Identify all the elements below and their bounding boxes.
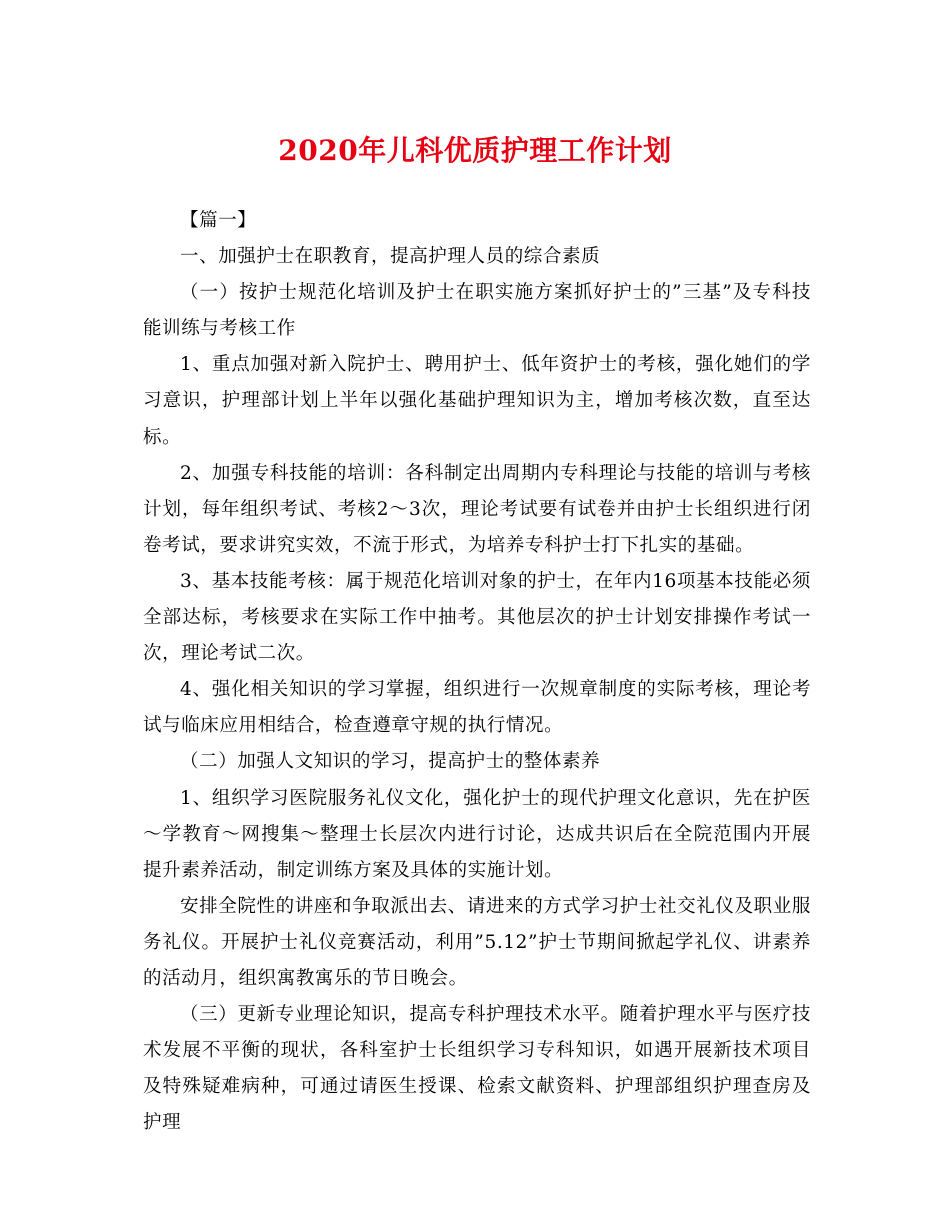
section-heading: 一、加强护士在职教育，提高护理人员的综合素质 (180, 246, 601, 268)
subsection-heading: （二）加强人文知识的学习，提高护士的整体素养 (180, 751, 601, 773)
paragraph: 2、加强专科技能的培训：各科制定出周期内专科理论与技能的培训与考核计划，每年组织考试、考核2～3次，理论考试要有试卷并由护士长组织进行闭卷考试，要求讲究实效，不流于形式，为培养专科护士打下扎实的基础。 (143, 462, 811, 556)
paragraph: （三）更新专业理论知识，提高专科护理技术水平。随着护理水平与医疗技术发展不平衡的现状，各科室护士长组织学习专科知识，如遇开展新技术项目及特殊疑难病种，可通过请医生授课、检索文献资料、护理部组织护理查房及护理 (143, 1004, 811, 1134)
paragraph: 4、强化相关知识的学习掌握，组织进行一次规章制度的实际考核，理论考试与临床应用相结合，检查遵章守规的执行情况。 (143, 679, 811, 737)
section-label: 【篇一】 (180, 210, 257, 231)
paragraph: 1、组织学习医院服务礼仪文化，强化护士的现代护理文化意识，先在护医～学教育～网搜集～整理士长层次内进行讨论，达成共识后在全院范围内开展提升素养活动，制定训练方案及具体的实施计划。 (143, 787, 811, 881)
document-title: 2020年儿科优质护理工作计划 (278, 134, 672, 167)
document-body (143, 203, 811, 1141)
paragraph: 安排全院性的讲座和争取派出去、请进来的方式学习护士社交礼仪及职业服务礼仪。开展护士礼仪竞赛活动，利用”5.12”护士节期间掀起学礼仪、讲素养的活动月，组织寓教寓乐的节日晚会。 (143, 895, 811, 989)
subsection-heading: （一）按护士规范化培训及护士在职实施方案抓好护士的”三基”及专科技能训练与考核工作 (143, 282, 811, 340)
paragraph: 1、重点加强对新入院护士、聘用护士、低年资护士的考核，强化她们的学习意识，护理部计划上半年以强化基础护理知识为主，增加考核次数，直至达标。 (143, 354, 811, 448)
paragraph: 3、基本技能考核：属于规范化培训对象的护士，在年内16项基本技能必须全部达标，考核要求在实际工作中抽考。其他层次的护士计划安排操作考试一次，理论考试二次。 (143, 570, 811, 665)
